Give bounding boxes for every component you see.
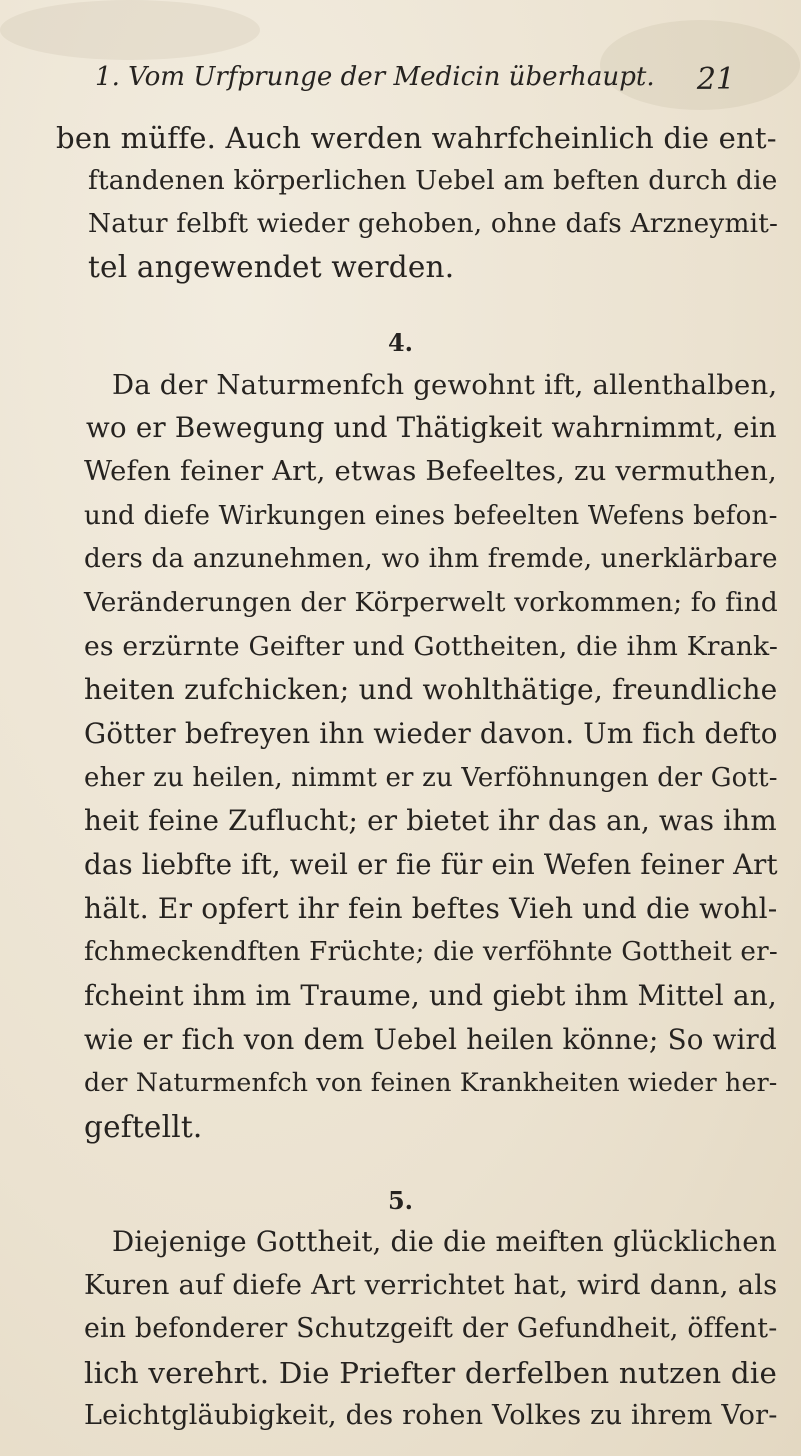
running-header: [95, 62, 735, 102]
text-line: Veränderungen der Körperwelt vorkommen; fo find: [84, 588, 778, 618]
text-line: und diefe Wirkungen eines befeelten Wefens befon-: [84, 501, 778, 531]
text-line: ben müffe. Auch werden wahrfcheinlich die ent-: [56, 121, 777, 155]
section-number: 4.: [387, 328, 414, 357]
text-line: tel angewendet werden.: [88, 250, 455, 284]
header-title: 1. Vom Urfprunge der Medicin überhaupt.: [95, 62, 655, 92]
text-line: das liebfte ift, weil er fie für ein Wefen feiner Art: [84, 849, 778, 881]
section-number: 5.: [387, 1186, 414, 1215]
text-line: Diejenige Gottheit, die die meiften glücklichen: [112, 1225, 777, 1258]
text-line: heit feine Zuflucht; er bietet ihr das an, was ihm: [84, 804, 777, 837]
text-line: wo er Bewegung und Thätigkeit wahrnimmt, ein: [86, 411, 777, 444]
page-number: 21: [696, 62, 735, 97]
text-line: Kuren auf diefe Art verrichtet hat, wird dann, als: [84, 1270, 778, 1301]
text-line: Götter befreyen ihn wieder davon. Um fich defto: [84, 717, 778, 750]
text-line: fchmeckendften Früchte; die verföhnte Gottheit er-: [84, 937, 778, 967]
text-line: Natur felbft wieder gehoben, ohne dafs Arzneymit-: [88, 209, 779, 239]
text-line: Wefen feiner Art, etwas Befeeltes, zu vermuthen,: [84, 456, 777, 487]
text-line: der Naturmenfch von feinen Krankheiten wieder her-: [84, 1068, 778, 1097]
text-line: ftandenen körperlichen Uebel am beften durch die: [88, 166, 778, 196]
page-stain: [0, 0, 260, 60]
text-line: wie er fich von dem Uebel heilen könne; So wird: [84, 1023, 777, 1056]
text-line: hält. Er opfert ihr fein beftes Vieh und die wohl-: [84, 892, 778, 925]
text-line: heiten zufchicken; und wohlthätige, freundliche: [84, 673, 778, 706]
text-line: es erzürnte Geifter und Gottheiten, die ihm Krank-: [84, 631, 779, 662]
text-line: geftellt.: [84, 1110, 203, 1144]
text-line: Da der Naturmenfch gewohnt ift, allenthalben,: [112, 369, 778, 401]
text-line: fcheint ihm im Traume, und giebt ihm Mittel an,: [84, 979, 777, 1012]
text-line: eher zu heilen, nimmt er zu Verföhnungen der Gott-: [84, 763, 778, 793]
text-line: ders da anzunehmen, wo ihm fremde, unerklärbare: [84, 544, 778, 574]
text-line: Leichtgläubigkeit, des rohen Volkes zu ihrem Vor-: [84, 1400, 778, 1431]
text-line: lich verehrt. Die Priefter derfelben nutzen die: [84, 1356, 778, 1390]
text-line: ein befonderer Schutzgeift der Gefundheit, öffent-: [84, 1313, 778, 1344]
